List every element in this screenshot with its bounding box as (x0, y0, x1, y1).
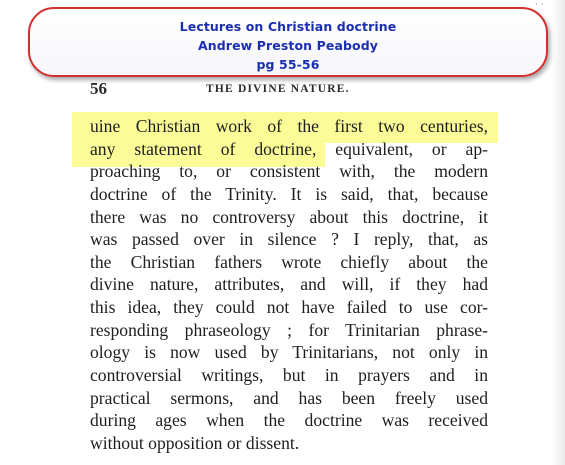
running-head: THE DIVINE NATURE. (206, 83, 350, 95)
text-line: without opposition or dissent. (90, 432, 300, 453)
text-line: was passed over in silence ? I reply, that, as (90, 229, 488, 250)
text-line: controversial writings, but in prayers and in (90, 365, 488, 386)
callout-title: Lectures on Christian doctrine (179, 19, 397, 34)
text-line: responding phraseology ; for Trinitarian phrase- (90, 319, 488, 340)
text-line: this idea, they could not have failed to use cor- (90, 297, 488, 318)
text-line: ology is now used by Trinitarians, not only in (90, 342, 488, 363)
text-line: divine nature, attributes, and will, if they had (90, 274, 488, 295)
text-line: proaching to, or consistent with, the modern (90, 161, 488, 182)
text-line: uine Christian work of the first two centuries, (90, 116, 488, 136)
body-text (90, 115, 488, 455)
citation-callout (28, 7, 548, 77)
text-line: the Christian fathers wrote chiefly about the (90, 251, 488, 272)
text-line: practical sermons, and has been freely used (90, 387, 488, 408)
page-edge-shadow (552, 0, 565, 465)
text-line: there was no controversy about this doctrine, it (90, 206, 488, 227)
callout-author: Andrew Preston Peabody (197, 38, 379, 53)
corner-mark: · · (535, 0, 544, 10)
callout-pages: pg 55-56 (256, 57, 320, 72)
text-line: during ages when the doctrine was received (90, 410, 488, 431)
text-line: doctrine of the Trinity. It is said, that, because (90, 183, 488, 204)
page-number: 56 (90, 79, 107, 98)
text-line: any statement of doctrine, equivalent, or ap- (90, 138, 488, 159)
